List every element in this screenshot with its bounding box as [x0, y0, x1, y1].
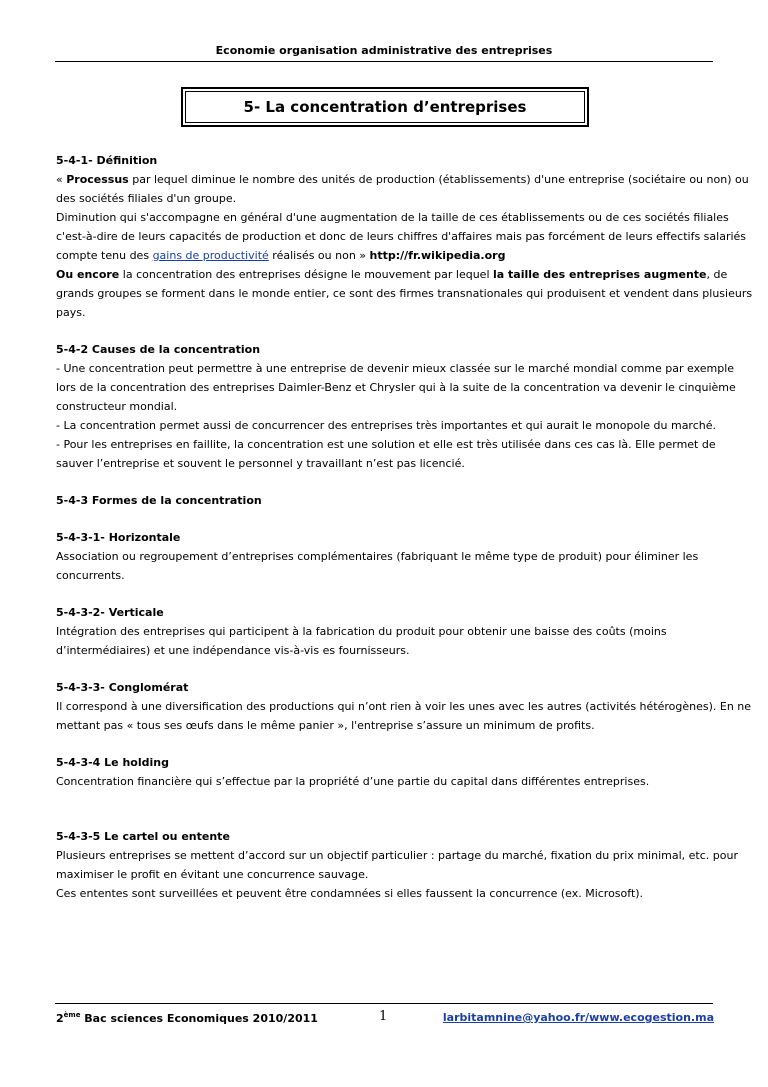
- paragraph-line: d’intermédiaires) et une indépendance vis-à-vis es fournisseurs.: [56, 644, 410, 657]
- footer-divider: [55, 1003, 713, 1004]
- paragraph-line: Ces ententes sont surveillées et peuvent être condamnées si elles faussent la concurrence (ex. Microsoft).: [56, 887, 644, 900]
- subsection-heading-horizontale: 5-4-3-1- Horizontale: [56, 531, 181, 544]
- page-title: 5- La concentration d’entreprises: [185, 91, 585, 123]
- header-title: Economie organisation administrative des entreprises: [215, 44, 553, 57]
- paragraph-line: constructeur mondial.: [56, 400, 178, 413]
- paragraph-line: maximiser le profit en évitant une concurrence sauvage.: [56, 868, 369, 881]
- document-body: [56, 151, 753, 903]
- paragraph-line: Diminution qui s'accompagne en général d'une augmentation de la taille de ces établissements ou de ces sociétés filiales: [56, 211, 729, 224]
- subsection-heading-holding: 5-4-3-4 Le holding: [56, 756, 169, 769]
- paragraph-line: - La concentration permet aussi de concurrencer des entreprises très importantes et qui aurait le monopole du marché.: [56, 419, 716, 432]
- paragraph-line: - Pour les entreprises en faillite, la concentration est une solution et elle est très utilisée dans ces cas là. Elle permet de: [56, 438, 716, 451]
- page-title-box: [181, 87, 589, 127]
- section-heading-formes: 5-4-3 Formes de la concentration: [56, 494, 262, 507]
- section-heading-definition: 5-4-1- Définition: [56, 154, 158, 167]
- paragraph-line: lors de la concentration des entreprises Daimler-Benz et Chrysler qui à la suite de la concentration va devenir le cinquième: [56, 381, 736, 394]
- footer-contact-link[interactable]: larbitamnine@yahoo.fr/www.ecogestion.ma: [442, 1011, 714, 1024]
- wikipedia-source: http://fr.wikipedia.org: [369, 249, 506, 262]
- page-footer: [56, 1011, 714, 1031]
- paragraph-line: « Processus par lequel diminue le nombre des unités de production (établissements) d'une entreprise (sociétaire ou non) ou: [56, 173, 749, 186]
- paragraph-line: Plusieurs entreprises se mettent d’accord sur un objectif particulier : partage du marché, fixation du prix minimal, etc. pour: [56, 849, 738, 862]
- keyword-processus: Processus: [66, 173, 129, 186]
- paragraph-line: Association ou regroupement d’entreprises complémentaires (fabriquant le même type de produit) pour éliminer les: [56, 550, 699, 563]
- paragraph-line: Il correspond à une diversification des productions qui n’ont rien à voir les unes avec les autres (activités hétérogènes). En ne: [56, 700, 752, 713]
- subsection-heading-cartel: 5-4-3-5 Le cartel ou entente: [56, 830, 230, 843]
- keyword-taille: la taille des entreprises augmente: [493, 268, 707, 281]
- page-number: 1: [379, 1009, 388, 1024]
- paragraph-line: des sociétés filiales d'un groupe.: [56, 192, 237, 205]
- subsection-heading-conglomerat: 5-4-3-3- Conglomérat: [56, 681, 189, 694]
- paragraph-line: mettant pas « tous ses œufs dans le même panier », l'entreprise s’assure un minimum de profits.: [56, 719, 595, 732]
- paragraph-line: compte tenu des gains de productivité réalisés ou non » http://fr.wikipedia.org: [56, 249, 506, 262]
- paragraph-line: c'est-à-dire de leurs capacités de production et donc de leurs chiffres d'affaires mais pas forcément de leurs effectifs salariés: [56, 230, 747, 243]
- paragraph-line: concurrents.: [56, 569, 125, 582]
- subsection-heading-verticale: 5-4-3-2- Verticale: [56, 606, 164, 619]
- paragraph-line: - Une concentration peut permettre à une entreprise de devenir mieux classée sur le marché mondial comme par exemple: [56, 362, 735, 375]
- paragraph-line: Intégration des entreprises qui participent à la fabrication du produit pour obtenir une baisse des coûts (moins: [56, 625, 667, 638]
- paragraph-line: sauver l’entreprise et souvent le personnel y travaillant n’est pas licencié.: [56, 457, 465, 470]
- paragraph-line: Concentration financière qui s’effectue par la propriété d’une partie du capital dans différentes entreprises.: [56, 775, 650, 788]
- paragraph-line: grands groupes se forment dans le monde entier, ce sont des firmes transnationales qui produisent et vendent dans plusieurs: [56, 287, 753, 300]
- paragraph-line: pays.: [56, 306, 86, 319]
- section-heading-causes: 5-4-2 Causes de la concentration: [56, 343, 261, 356]
- keyword-ou-encore: Ou encore: [56, 268, 120, 281]
- header-divider: [55, 61, 713, 62]
- footer-grade: 2ème Bac sciences Economiques 2010/2011: [56, 1011, 318, 1025]
- productivity-gains-link[interactable]: gains de productivité: [152, 249, 269, 262]
- paragraph-line: Ou encore la concentration des entreprises désigne le mouvement par lequel la taille des entreprises augmente, de: [56, 268, 728, 281]
